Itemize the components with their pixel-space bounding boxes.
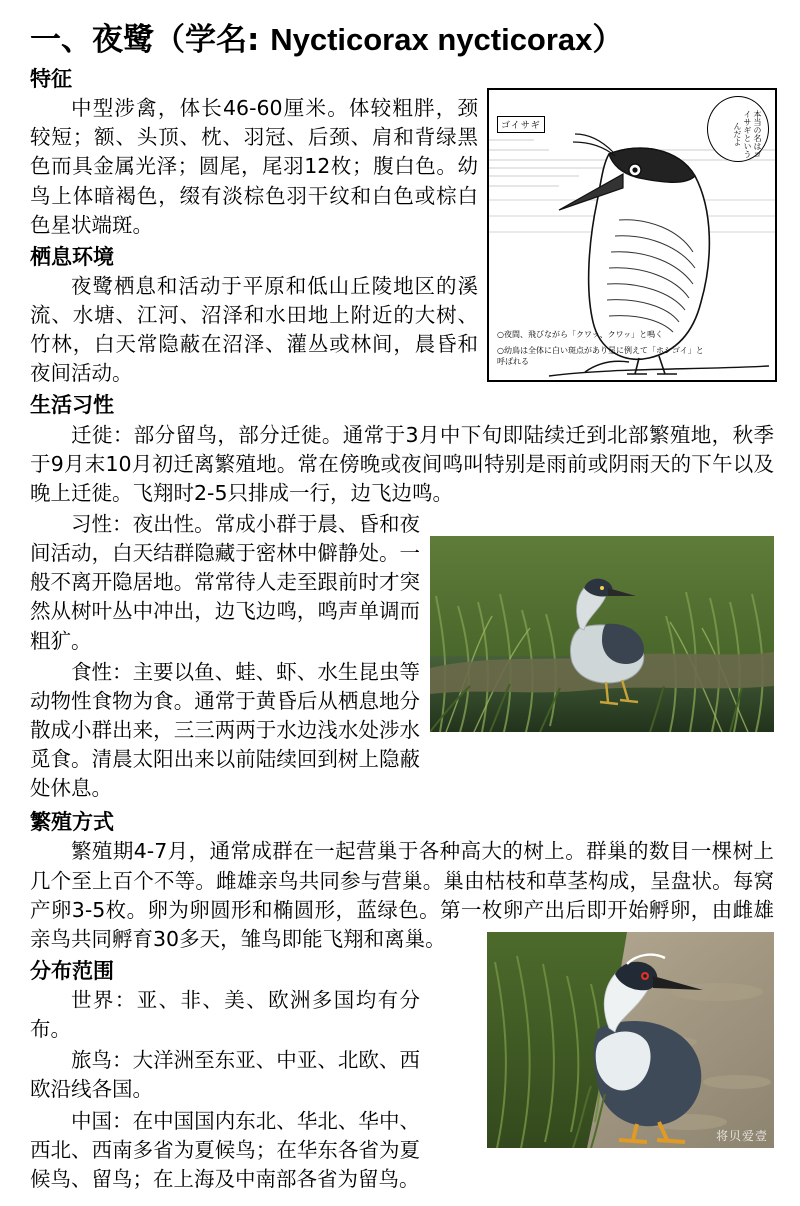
section-heading-habits: 生活习性 (30, 393, 114, 418)
page-title (30, 14, 780, 59)
title-number: 一、 (30, 22, 92, 58)
habits-diet-paragraph: 食性：主要以鱼、蛙、虾、水生昆虫等动物性食物为食。通常于黄昏后从栖息地分散成小群出来，三三两两于水边浅水处涉水觅食。清晨太阳出来以前陆续回到树上隐蔽处休息。 (30, 659, 420, 801)
title-scientific-name: Nycticorax nycticorax (270, 22, 593, 57)
features-paragraph: 中型涉禽，体长46-60厘米。体较粗胖，颈较短；额、头顶、枕、羽冠、后颈、肩和背绿黑色而具金属光泽；圆尾，尾羽12枚；腹白色。幼鸟上体暗褐色，缀有淡棕色羽干纹和白色或棕白色星状端斑。 (30, 96, 478, 237)
section-heading-distribution: 分布范围 (30, 958, 114, 983)
title-sci-suffix: ） (592, 22, 624, 58)
article-body (30, 62, 774, 1206)
illustration-note-2: ○幼鳥は全体に白い斑点があり星に例えて「ホシゴイ」と呼ばれる (497, 345, 704, 367)
photo1-text-spacer (424, 510, 774, 710)
illustration-label: ゴイサギ (497, 116, 545, 133)
habits-behavior-paragraph: 习性：夜出性。常成小群于晨、昏和夜间活动，白天结群隐藏于密林中僻静处。一般不离开隐居地。常常待人走至跟前时才突然从树叶丛中冲出，边飞边鸣，鸣声单调而粗犷。 (30, 512, 420, 653)
section-heading-breeding: 繁殖方式 (30, 810, 114, 835)
watermark: 将贝爱壹 (715, 1129, 768, 1143)
section-heading-features: 特征 (30, 67, 72, 91)
habits-migration-paragraph: 迁徙：部分留鸟，部分迁徙。通常于3月中下旬即陆续迁到北部繁殖地，秋季于9月末10月初迁离繁殖地。常在傍晚或夜间鸣叫特别是雨前或阴雨天的下午以及晚上迁徙。飞翔时2-5只排成一行，边飞边鸣。 (30, 422, 774, 505)
illustration-speech-bubble: 本当の名はゴイサギというんだよ (707, 96, 769, 162)
illustration-note-1: ○夜間、飛びながら「クワッ、クワッ」と鳴く (497, 330, 664, 340)
distribution-world-paragraph: 世界：亚、非、美、欧洲多国均有分布。 (30, 988, 420, 1042)
photo2-text-spacer (478, 986, 774, 1206)
title-name: 夜鹭 (92, 22, 154, 58)
habitat-paragraph: 夜鹭栖息和活动于平原和低山丘陵地区的溪流、水塘、江河、沼泽和水田地上附近的大树、竹林，白天常隐蔽在沼泽、灌丛或林间，晨昏和夜间活动。 (30, 274, 478, 386)
breeding-paragraph: 繁殖期4-7月，通常成群在一起营巢于各种高大的树上。群巢的数目一棵树上几个至上百个不等。雌雄亲鸟共同参与营巢。巢由枯枝和草茎构成，呈盘状。每窝产卵3-5枚。卵为卵圆形和椭圆形，蓝绿色。第一枚卵产出后即开始孵卵，由雌雄亲鸟共同孵育30多天，雏鸟即能飞翔和离巢。 (30, 839, 774, 951)
section-heading-habitat: 栖息环境 (30, 244, 114, 269)
distribution-passage-paragraph: 旅鸟：大洋洲至东亚、中亚、北欧、西欧沿线各国。 (30, 1048, 420, 1102)
distribution-china-paragraph: 中国：在中国国内东北、华北、华中、西北、西南多省为夏候鸟；在华东各省为夏候鸟、留鸟；在上海及中南部各省为留鸟。 (30, 1108, 420, 1191)
title-sci-prefix: （学名: (154, 22, 260, 58)
